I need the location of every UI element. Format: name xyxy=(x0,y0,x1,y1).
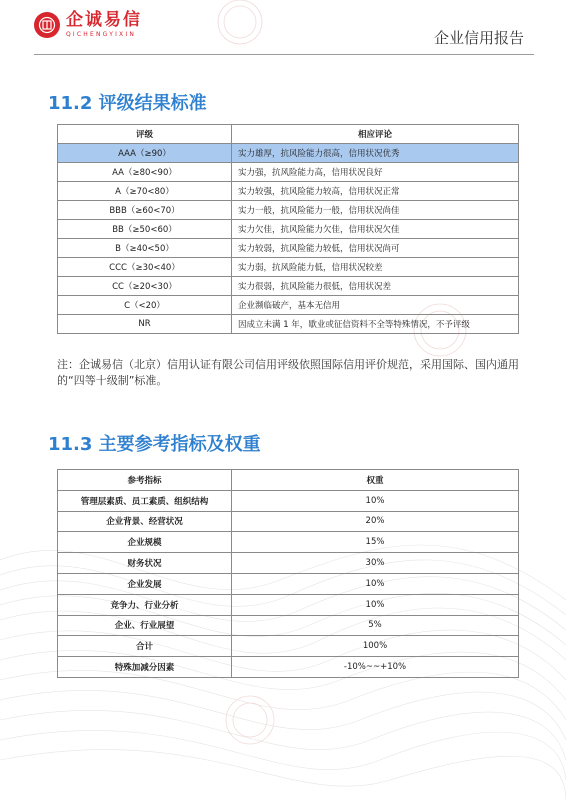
rating-level: A（≥70<80） xyxy=(58,182,232,201)
table-row xyxy=(58,201,519,220)
indicator-name: 财务状况 xyxy=(58,553,232,574)
indicator-weight: 20% xyxy=(232,511,519,532)
indicator-weight: 10% xyxy=(232,490,519,511)
table-row xyxy=(58,490,519,511)
section-title-indicators: 11.3 主要参考指标及权重 xyxy=(48,434,261,455)
seal-icon xyxy=(34,12,60,38)
table-row xyxy=(58,258,519,277)
rating-comment: 实力雄厚，抗风险能力很高，信用状况优秀 xyxy=(232,144,519,163)
table-row xyxy=(58,296,519,315)
column-header-comment: 相应评论 xyxy=(232,125,519,144)
table-row xyxy=(58,511,519,532)
rating-standard-note: 注：企诚易信（北京）信用认证有限公司信用评级依照国际信用评价规范，采用国际、国内通用的“四等十级制”标准。 xyxy=(57,358,519,387)
table-row xyxy=(58,594,519,615)
column-header-weight: 权重 xyxy=(232,470,519,491)
header-divider xyxy=(34,54,534,55)
rating-comment: 实力欠佳，抗风险能力欠佳，信用状况欠佳 xyxy=(232,220,519,239)
rating-comment: 实力弱，抗风险能力低，信用状况较差 xyxy=(232,258,519,277)
indicator-weight: 30% xyxy=(232,553,519,574)
indicator-name: 企业发展 xyxy=(58,573,232,594)
column-header-level: 评级 xyxy=(58,125,232,144)
indicator-name: 特殊加减分因素 xyxy=(58,657,232,678)
logo-name-cn: 企诚易信 xyxy=(66,10,142,30)
rating-comment: 实力强，抗风险能力高，信用状况良好 xyxy=(232,163,519,182)
table-row xyxy=(58,657,519,678)
indicator-weight: 15% xyxy=(232,532,519,553)
indicator-name: 合计 xyxy=(58,636,232,657)
rating-level: AA（≥80<90） xyxy=(58,163,232,182)
indicator-name: 企业、行业展望 xyxy=(58,615,232,636)
indicators-table xyxy=(57,469,519,678)
table-row xyxy=(58,315,519,334)
section-title-ratings: 11.2 评级结果标准 xyxy=(48,93,207,114)
ratings-table xyxy=(57,124,519,334)
indicator-weight: 10% xyxy=(232,573,519,594)
rating-level: AAA（≥90） xyxy=(58,144,232,163)
rating-comment: 实力一般，抗风险能力一般，信用状况尚佳 xyxy=(232,201,519,220)
rating-level: CCC（≥30<40） xyxy=(58,258,232,277)
rating-comment: 实力很弱，抗风险能力很低，信用状况差 xyxy=(232,277,519,296)
column-header-indicator: 参考指标 xyxy=(58,470,232,491)
table-row xyxy=(58,144,519,163)
rating-comment: 实力较弱，抗风险能力较低，信用状况尚可 xyxy=(232,239,519,258)
table-row xyxy=(58,182,519,201)
rating-level: C（<20） xyxy=(58,296,232,315)
table-row xyxy=(58,615,519,636)
indicator-weight: 5% xyxy=(232,615,519,636)
brand-logo xyxy=(34,12,142,38)
indicator-name: 企业规模 xyxy=(58,532,232,553)
rating-comment: 企业濒临破产，基本无信用 xyxy=(232,296,519,315)
table-row xyxy=(58,573,519,594)
table-row xyxy=(58,220,519,239)
report-title: 企业信用报告 xyxy=(433,29,524,47)
rating-comment: 实力较强，抗风险能力较高，信用状况正常 xyxy=(232,182,519,201)
page-header xyxy=(0,0,566,60)
indicator-name: 竞争力、行业分析 xyxy=(58,594,232,615)
indicator-name: 企业背景、经营状况 xyxy=(58,511,232,532)
indicator-name: 管理层素质、员工素质、组织结构 xyxy=(58,490,232,511)
rating-comment: 因成立未满 1 年，歇业或征信资料不全等特殊情况，不予评级 xyxy=(232,315,519,334)
table-row xyxy=(58,277,519,296)
table-row xyxy=(58,532,519,553)
table-row xyxy=(58,163,519,182)
rating-level: BBB（≥60<70） xyxy=(58,201,232,220)
rating-level: NR xyxy=(58,315,232,334)
table-row xyxy=(58,553,519,574)
table-row xyxy=(58,239,519,258)
rating-level: BB（≥50<60） xyxy=(58,220,232,239)
table-header-row xyxy=(58,125,519,144)
table-header-row xyxy=(58,470,519,491)
rating-level: B（≥40<50） xyxy=(58,239,232,258)
indicator-weight: 100% xyxy=(232,636,519,657)
indicator-weight: 10% xyxy=(232,594,519,615)
indicator-weight: -10%~~+10% xyxy=(232,657,519,678)
rating-level: CC（≥20<30） xyxy=(58,277,232,296)
table-row xyxy=(58,636,519,657)
logo-name-en: QICHENGYIXIN xyxy=(66,31,137,38)
